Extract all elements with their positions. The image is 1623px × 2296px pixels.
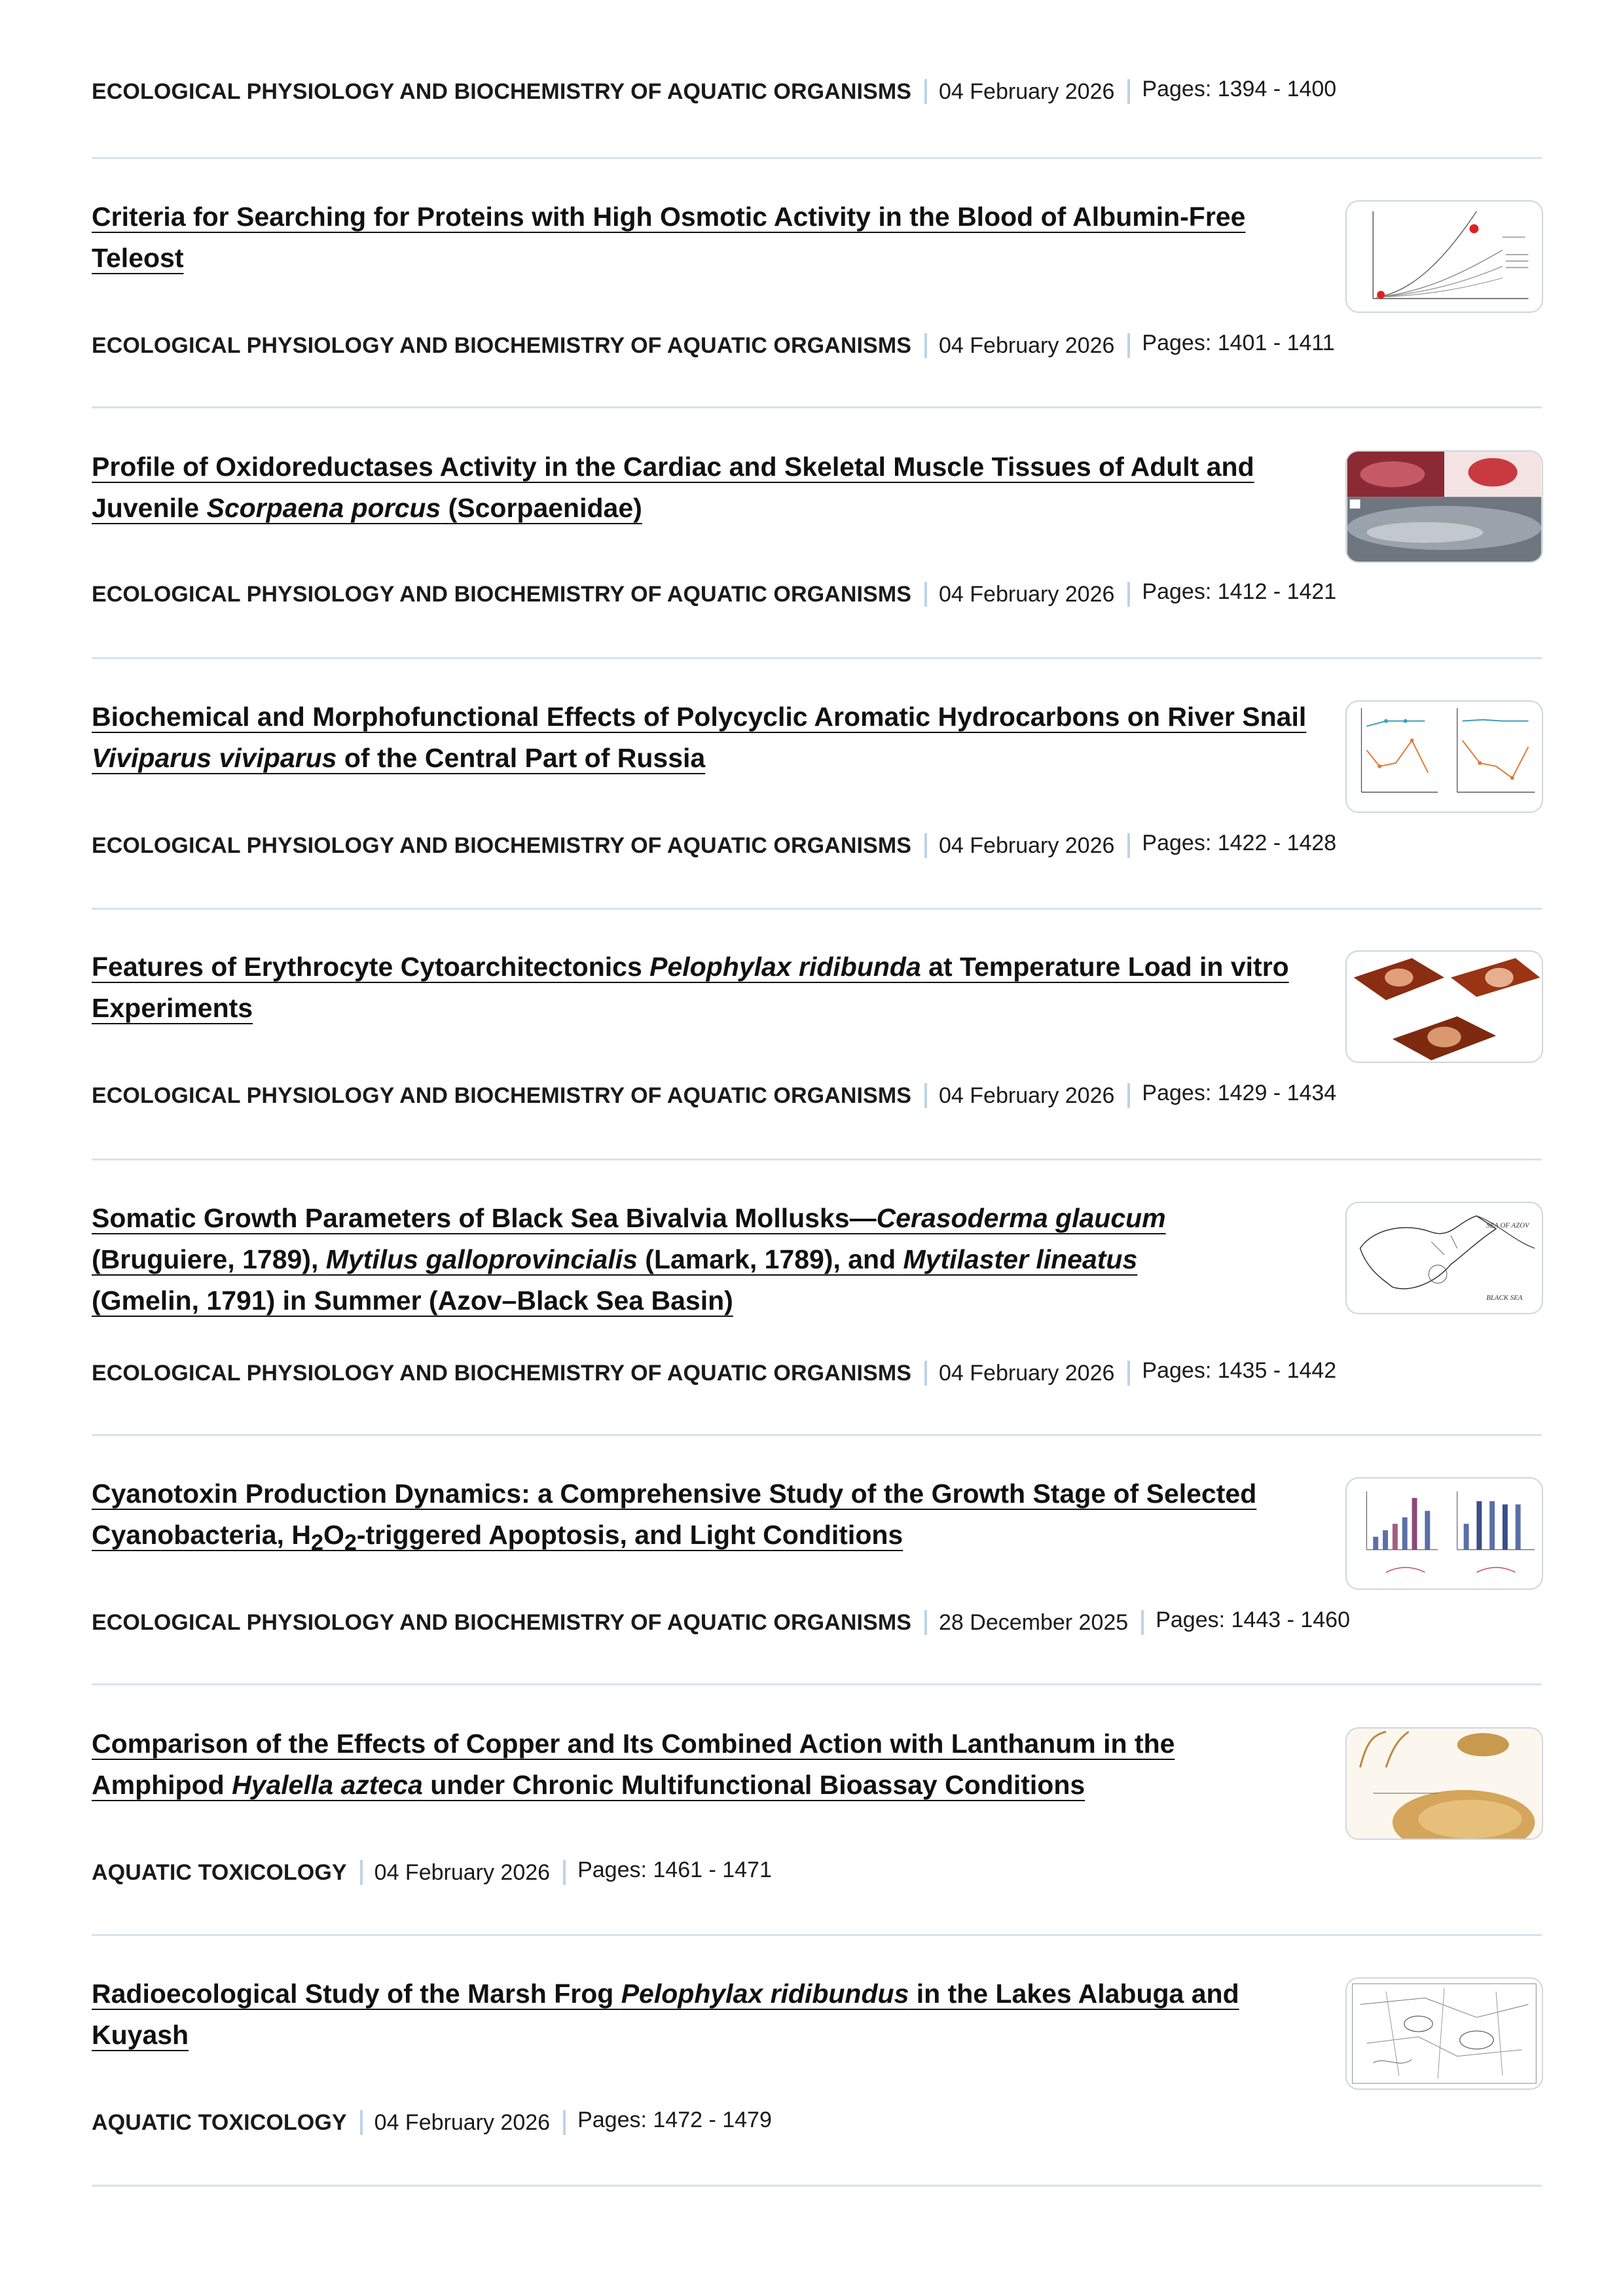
article-pages: Pages: 1472 - 1479 [577, 2108, 772, 2132]
article-item [92, 1723, 1542, 1885]
divider [92, 1434, 1542, 1436]
divider [92, 657, 1542, 659]
article-title-link[interactable]: Cyanotoxin Production Dynamics: a Comprehensive Study of the Growth Stage of Selected Cyanobacteria, $H_2O_2$-triggered Apoptosis, and Light Conditions [92, 1479, 1257, 1556]
svg-text:BLACK SEA: BLACK SEA [1486, 1294, 1523, 1302]
article-section[interactable]: AQUATIC TOXICOLOGY [92, 1860, 347, 1885]
article-date: 04 February 2026 [939, 79, 1115, 104]
meta-separator [1127, 833, 1130, 858]
article-section[interactable]: ECOLOGICAL PHYSIOLOGY AND BIOCHEMISTRY OF AQUATIC ORGANISMS [92, 1610, 912, 1635]
article-date: 04 February 2026 [939, 333, 1115, 358]
meta-separator [360, 2110, 363, 2135]
article-section[interactable]: ECOLOGICAL PHYSIOLOGY AND BIOCHEMISTRY OF AQUATIC ORGANISMS [92, 1083, 912, 1108]
svg-text:SEA OF AZOV: SEA OF AZOV [1486, 1221, 1529, 1230]
fish-tissue-photo-thumbnail[interactable] [1345, 450, 1543, 563]
article-meta [92, 1360, 1336, 1386]
article-meta [92, 1859, 772, 1886]
bar-chart-thumbnail[interactable] [1345, 1477, 1543, 1590]
meta-separator [360, 1860, 363, 1885]
meta-separator [563, 2110, 566, 2135]
article-title-link[interactable]: Profile of Oxidoreductases Activity in the Cardiac and Skeletal Muscle Tissues of Adult and Juvenile Scorpaena porcus (Scorpaenidae) [92, 452, 1254, 523]
meta-separator [924, 333, 927, 358]
osmotic-curve-chart-thumbnail[interactable] [1345, 200, 1543, 313]
meta-separator [1127, 1361, 1130, 1386]
article-date: 04 February 2026 [939, 582, 1115, 607]
article-pages: Pages: 1394 - 1400 [1142, 77, 1337, 101]
article-date: 04 February 2026 [374, 2110, 551, 2135]
divider [92, 908, 1542, 910]
article-item [92, 1973, 1542, 2135]
article-pages: Pages: 1435 - 1442 [1142, 1358, 1337, 1383]
article-pages: Pages: 1401 - 1411 [1142, 331, 1335, 355]
article-pages: Pages: 1422 - 1428 [1142, 831, 1337, 855]
article-title-link[interactable]: Somatic Growth Parameters of Black Sea Bivalvia Mollusks—Cerasoderma glaucum (Bruguiere, 1789), Mytilus galloprovincialis (Lamark, 1789), and Mytilaster lineatus (Gmelin, 1791) in Summer (Azov–Black Sea Basin) [92, 1203, 1166, 1316]
divider [92, 1683, 1542, 1685]
article-meta [92, 1609, 1350, 1636]
meta-separator [1141, 1610, 1144, 1635]
article-pages: Pages: 1429 - 1434 [1142, 1081, 1337, 1105]
meta-separator [1127, 1083, 1130, 1108]
article-section[interactable]: AQUATIC TOXICOLOGY [92, 2110, 347, 2135]
line-chart-thumbnail[interactable] [1345, 700, 1543, 813]
article-title-link[interactable]: Comparison of the Effects of Copper and Its Combined Action with Lanthanum in the Amphipod Hyalella azteca under Chronic Multifunctional Bioassay Conditions [92, 1729, 1175, 1800]
article-section[interactable]: ECOLOGICAL PHYSIOLOGY AND BIOCHEMISTRY OF AQUATIC ORGANISMS [92, 333, 912, 358]
article-date: 04 February 2026 [939, 1083, 1115, 1108]
article-meta [92, 332, 1335, 359]
article-item [92, 946, 1542, 1108]
divider [92, 1158, 1542, 1160]
article-meta [92, 2109, 772, 2136]
meta-separator [1127, 79, 1130, 104]
article-meta [92, 833, 1336, 859]
erythrocyte-3d-surface-thumbnail[interactable] [1345, 950, 1543, 1063]
article-meta [92, 1083, 1336, 1109]
article-item [92, 696, 1542, 858]
article-section[interactable]: ECOLOGICAL PHYSIOLOGY AND BIOCHEMISTRY OF AQUATIC ORGANISMS [92, 79, 912, 104]
amphipod-photo-thumbnail[interactable] [1345, 1727, 1543, 1840]
divider [92, 1934, 1542, 1936]
article-section[interactable]: ECOLOGICAL PHYSIOLOGY AND BIOCHEMISTRY OF AQUATIC ORGANISMS [92, 1361, 912, 1386]
article-section[interactable]: ECOLOGICAL PHYSIOLOGY AND BIOCHEMISTRY OF AQUATIC ORGANISMS [92, 582, 912, 607]
article-date: 28 December 2025 [939, 1610, 1129, 1635]
divider [92, 406, 1542, 408]
article-date: 04 February 2026 [939, 833, 1115, 858]
meta-separator [924, 1610, 927, 1635]
meta-separator [924, 833, 927, 858]
article-item [92, 446, 1542, 607]
article-title-link[interactable]: Radioecological Study of the Marsh Frog Pelophylax ridibundus in the Lakes Alabuga and Kuyash [92, 1979, 1239, 2050]
article-title-link[interactable]: Biochemical and Morphofunctional Effects of Polycyclic Aromatic Hydrocarbons on River Snail Viviparus viviparus of the Central Part of Russia [92, 702, 1307, 773]
article-item [92, 196, 1542, 358]
meta-separator [924, 1361, 927, 1386]
article-title-link[interactable]: Criteria for Searching for Proteins with High Osmotic Activity in the Blood of Albumin-Free Teleost [92, 202, 1246, 273]
lake-map-thumbnail[interactable] [1345, 1977, 1543, 2090]
divider [92, 2185, 1542, 2187]
article-pages: Pages: 1461 - 1471 [577, 1857, 772, 1882]
meta-separator [924, 79, 927, 104]
article-section[interactable]: ECOLOGICAL PHYSIOLOGY AND BIOCHEMISTRY OF AQUATIC ORGANISMS [92, 833, 912, 858]
article-meta [92, 581, 1336, 607]
divider [92, 157, 1542, 159]
article-title-link[interactable]: Features of Erythrocyte Cytoarchitectonics Pelophylax ridibunda at Temperature Load in vitro Experiments [92, 952, 1289, 1023]
article-item [92, 1473, 1542, 1635]
meta-separator [924, 1083, 927, 1108]
article-meta [92, 79, 1542, 105]
article-item [92, 1198, 1542, 1386]
article-date: 04 February 2026 [939, 1361, 1115, 1386]
meta-separator [563, 1860, 566, 1885]
article-date: 04 February 2026 [374, 1860, 551, 1885]
article-pages: Pages: 1412 - 1421 [1142, 579, 1337, 604]
meta-separator [1127, 333, 1130, 358]
meta-separator [924, 582, 927, 607]
crimea-map-thumbnail[interactable] [1345, 1202, 1543, 1314]
article-pages: Pages: 1443 - 1460 [1156, 1607, 1350, 1632]
meta-separator [1127, 582, 1130, 607]
